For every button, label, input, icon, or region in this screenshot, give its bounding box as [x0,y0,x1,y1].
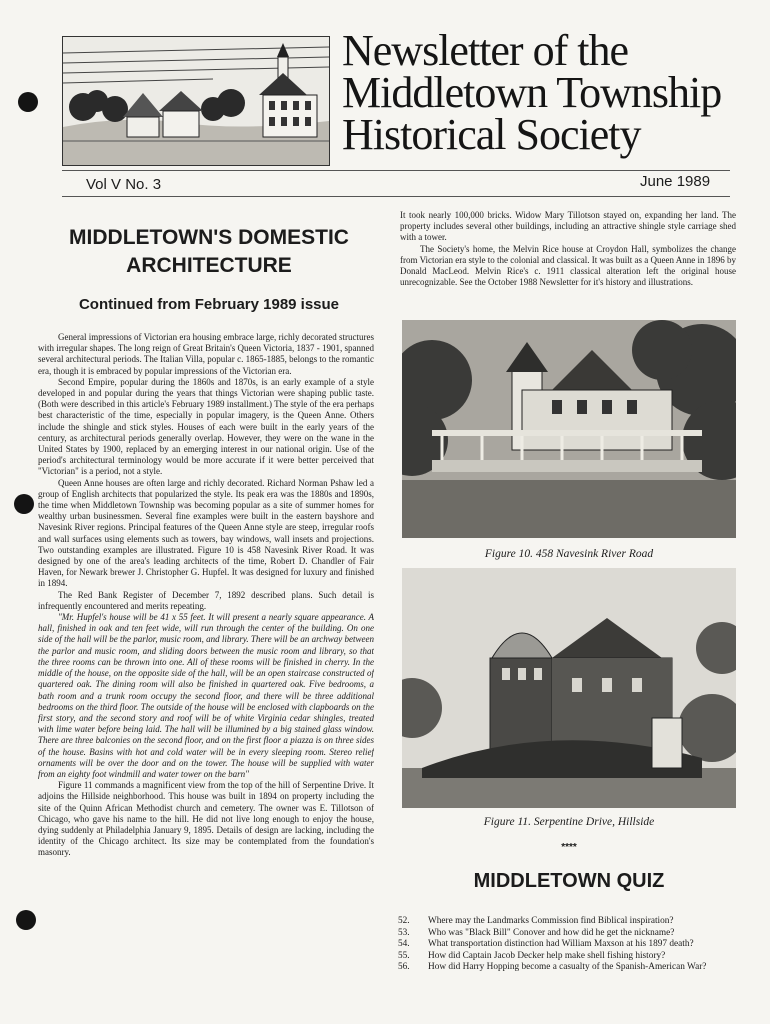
section-separator: **** [561,842,577,853]
quiz-question [398,962,738,974]
article-paragraph: The Red Bank Register of December 7, 1892 described plans. Such detail is infrequently encountered and merits repeating. [38,589,374,611]
masthead-rule-bottom [62,196,730,197]
quiz-question [398,939,738,951]
volume-number: Vol V No. 3 [86,176,162,193]
article-paragraph: Queen Anne houses are often large and richly decorated. Richard Norman Pshaw led a group of English architects that popularized the style. Its peak era was the 1880s and 1890s, the time when Middletown Township was becoming popular as a site of summer homes for wealthy urban businessmen. Several fine examples were built in the eastern bayshore and Navesink River regions. Principal features of the Queen Anne style are steep, irregular roofs and wall surfaces using elements such as towers, bay windows, wall insets and projections. Two outstanding examples are illustrated. Figure 10 is 458 Navesink River Road. It was designed by one of the area's leading architects of the time, Robert D. Chandler of Fair Haven, for Newark brewer J. Christopher G. Hupfel. It was designed for luxury and finished in 1894. [38,477,374,589]
article-paragraph: Figure 11 commands a magnificent view from the top of the hill of Serpentine Drive. It adjoins the Hillside neighborhood. This house was built in 1894 on property including the site of the Quinn African Methodist church and cemetery. The owner was E. Tillotson of Chicago, who gave his name to the hill. He did not live long enough to enjoy the house, dying suddenly at Philadelphia January 9, 1895. Details of design are lacking, including the identity of the Chicago architect. Its size may be contemplated from the foundation's masonry. [38,780,374,858]
masthead-rule-top [62,170,730,171]
binder-hole-top [18,92,38,112]
figure-11-photo [402,568,736,808]
article-paragraph: The Society's home, the Melvin Rice house at Croydon Hall, symbolizes the change from Victorian era style to the colonial and classical. It was built as a Queen Anne in 1896 by Donald MacLeod. Melvin Rice's c. 1911 classical alteration left the original house unrecognizable. See the October 1988 Newsletter for it's history and illustrations. [400,243,736,288]
quiz-question-number: 54. [398,939,410,950]
quiz-question-text: How did Captain Jacob Decker help make shell fishing history? [428,950,666,961]
article-title-line-2: ARCHITECTURE [126,254,292,277]
issue-date: June 1989 [640,173,711,190]
binder-hole-middle [14,494,34,514]
quiz-question [398,951,738,963]
article-paragraph: It took nearly 100,000 bricks. Widow Mary Tillotson stayed on, expanding her land. The property includes several other buildings, including an attractive shingle style carriage shed with a tower. [400,210,736,243]
article-title [44,224,374,280]
quiz-question-text: Where may the Landmarks Commission find Biblical inspiration? [428,916,674,926]
article-paragraph: Second Empire, popular during the 1860s and 1870s, is an early example of a style developed in and popular during the years that things Victorian were shaping public taste. (Both were described in this article's February 1989 installment.) The style of the era perhaps best characteristic of the time, especially in popular imagery, is the Queen Anne. Others include the shingle and stick styles. Houses of each were built in the early years of the century, as architectural periods generally overlap. However, they were on the wane in the United States by 1900, replaced by an emerging interest in our national origin. Use of the period's architectural terminology would be more accurate if it were better perceived that "Victorian" is a period, not a style. [38,376,374,477]
quiz-question [398,928,738,940]
quiz-question-text: How did Harry Hopping become a casualty of the Spanish-American War? [428,962,707,973]
title-line-2: Middletown Township [342,68,722,117]
figure-10-photo [402,320,736,538]
quiz-question-text: What transportation distinction had William Maxson at his 1897 death? [428,939,694,950]
quiz-question-number: 56. [398,962,410,973]
article-right-column [400,210,736,288]
article-left-column [38,332,374,992]
quiz-question-number: 53. [398,927,410,938]
article-title-line-1: MIDDLETOWN'S DOMESTIC [69,226,349,249]
quiz-question-number: 55. [398,950,410,961]
article-subtitle: Continued from February 1989 issue [78,296,340,313]
quiz-question-text: Who was "Black Bill" Conover and how did he get the nickname? [428,927,675,938]
article-paragraph: General impressions of Victorian era housing embrace large, richly decorated structures with irregular shapes. The long reign of Great Britain's Queen Victoria, 1837 - 1901, spanned several architectural periods. The Italian Villa, popular c. 1865-1885, belongs to the romantic era, though it is embraced by popular impressions of the Victorian era. [38,332,374,376]
quiz-question [398,916,738,928]
binder-hole-bottom [16,910,36,930]
quiz-question-number: 52. [398,916,410,926]
figure-10-caption: Figure 10. 458 Navesink River Road [484,548,654,560]
quiz-title: MIDDLETOWN QUIZ [473,870,665,892]
article-quote: "Mr. Hupfel's house will be 41 x 55 feet. It will present a nearly square appearance. A hall, finished in oak and ten feet wide, will run through the center of the building. On one side of the hall will be the parlor, music room, and library. There will be an archway between the parlor and music room, and sliding doors between the music room and library, so that the three rooms can be thrown into one. All of these rooms will be finished in cherry. In the middle of the house, on the opposite side of the hall, will be an open staircase constructed of quartered oak. The dining room will also be finished in quartered oak. Five bedrooms, a bath room and a trunk room occupy the second floor, and there will be three additional bedrooms on the third floor. The outside of the house will be enclosed with clapboards on the first story, and the second story and roof will be of white Virginia cedar shingles, treated with lime water before being laid. The hall will be illumined by a big stained glass window. There are three balconies on the second floor, and on the first floor a piazza is on three sides of the house. Basins with hot and cold water will be in every sleeping room. Stereo relief ornaments will be over the door and on the tower. The house will be supplied with water from an eighty foot windmill and water tower on the barn" [38,612,374,779]
quiz-questions [398,916,738,974]
title-line-1: Newsletter of the [342,26,628,75]
masthead-village-illustration [62,36,330,166]
newsletter-title [342,26,742,159]
figure-11-caption: Figure 11. Serpentine Drive, Hillside [483,816,655,828]
title-line-3: Historical Society [342,110,641,159]
